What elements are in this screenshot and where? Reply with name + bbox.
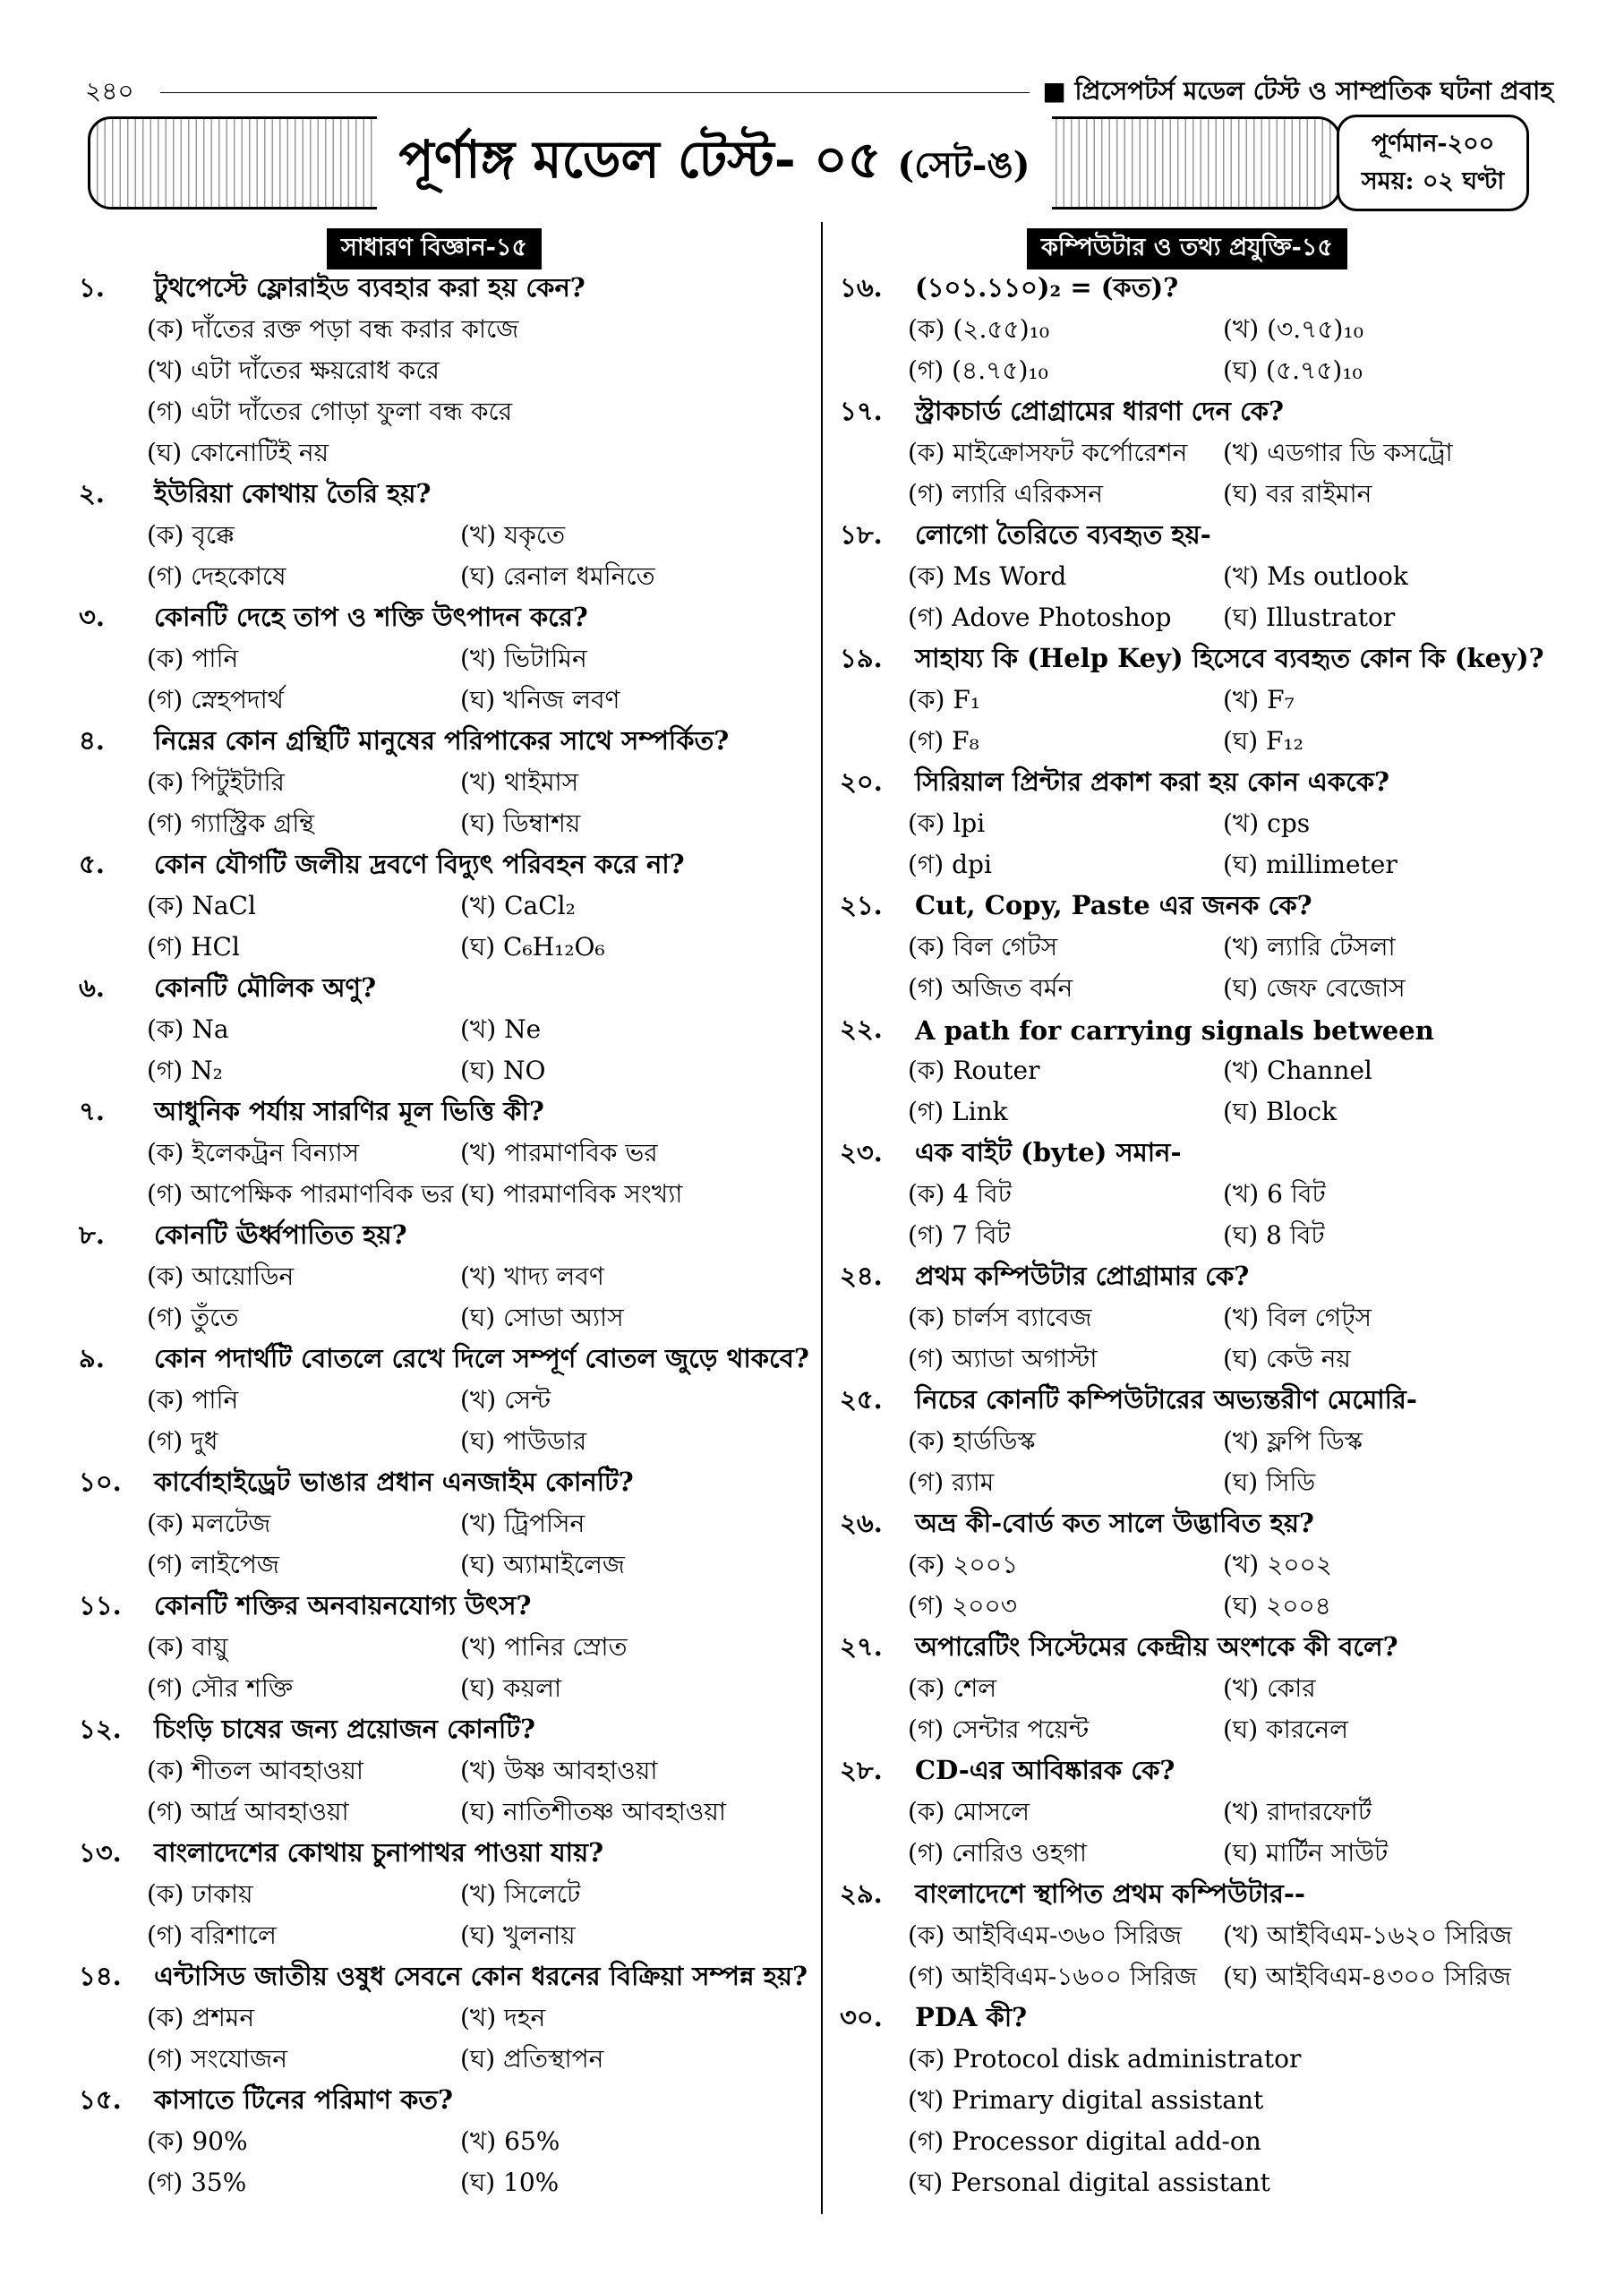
- question-item: [840, 1504, 1556, 1628]
- option: (গ) Link: [908, 1096, 1008, 1126]
- book-title: ■ প্রিসেপটর্স মডেল টেস্ট ও সাম্প্রতিক ঘটনা প্রবাহ: [1042, 75, 1553, 106]
- option: (খ) ভিটামিন: [460, 643, 587, 673]
- question-item: [840, 392, 1556, 516]
- option: (গ) F₈: [908, 725, 979, 756]
- options-group: [79, 1010, 813, 1092]
- question-item: [79, 475, 813, 598]
- options-group: [79, 886, 813, 969]
- question-line: [840, 1751, 1556, 1792]
- question-text: CD-এর আবিষ্কারক কে?: [915, 1754, 1175, 1785]
- option: (ঘ) রেনাল ধমনিতে: [460, 560, 655, 591]
- question-line: [840, 392, 1556, 433]
- question-line: [79, 2081, 813, 2122]
- option: (ক) 90%: [147, 2125, 248, 2156]
- option: (খ) 6 বিট: [1223, 1178, 1326, 1209]
- question-number: ২৬.: [840, 1507, 883, 1538]
- question-line: [79, 598, 813, 639]
- option: (ঘ) Personal digital assistant: [908, 2167, 1270, 2197]
- option: (ঘ) (৫.৭৫)₁₀: [1223, 355, 1363, 385]
- question-number: ৬.: [79, 971, 105, 1003]
- question-number: ২৩.: [840, 1136, 883, 1167]
- option: (খ) থাইমাস: [460, 766, 579, 797]
- option: (ঘ) কয়লা: [460, 1672, 562, 1703]
- option: (ঘ) অ্যামাইলেজ: [460, 1549, 625, 1579]
- question-number: ১৬.: [840, 271, 883, 303]
- question-line: [79, 475, 813, 516]
- options-group: [840, 1051, 1556, 1133]
- question-line: [840, 886, 1556, 928]
- option: (গ) নোরিও ওহগা: [908, 1837, 1088, 1868]
- question-line: [79, 1957, 813, 1998]
- option: (ক) বিল গেটস: [908, 931, 1058, 962]
- options-group: [840, 433, 1556, 516]
- question-item: [840, 269, 1556, 392]
- page-number: ২৪০: [85, 75, 134, 106]
- question-item: [79, 722, 813, 845]
- option: (ঘ) কোনোটিই নয়: [147, 437, 329, 467]
- option: (ক) দাঁতের রক্ত পড়া বন্ধ করার কাজে: [147, 313, 519, 344]
- option: (ঘ) 8 বিট: [1223, 1219, 1325, 1250]
- option: (গ) স্নেহপদার্থ: [147, 684, 284, 714]
- options-group: [79, 639, 813, 722]
- question-line: [840, 1257, 1556, 1298]
- option: (ক) আইবিএম-৩৬০ সিরিজ: [908, 1920, 1182, 1950]
- option: (খ) Ms outlook: [1223, 560, 1408, 591]
- option: (ক) পিটুইটারি: [147, 766, 285, 797]
- question-number: ১০.: [79, 1466, 122, 1497]
- option: (খ) যকৃতে: [460, 519, 566, 550]
- question-number: ৭.: [79, 1095, 105, 1126]
- question-line: [840, 1010, 1556, 1051]
- question-number: ৩.: [79, 601, 105, 632]
- science-questions-column: [79, 269, 813, 2204]
- question-line: [840, 1504, 1556, 1545]
- option: (ঘ) বর রাইমান: [1223, 478, 1372, 509]
- marks-box: [1337, 115, 1529, 211]
- options-group: [840, 310, 1556, 392]
- question-text: এন্টাসিড জাতীয় ওষুধ সেবনে কোন ধরনের বিক্রিয়া সম্পন্ন হয়?: [154, 1960, 808, 1991]
- option: (ক) বৃক্কে: [147, 519, 235, 550]
- option: (গ) বরিশালে: [147, 1920, 277, 1950]
- question-text: বাংলাদেশে স্থাপিত প্রথম কম্পিউটার--: [915, 1877, 1305, 1909]
- question-number: ১৭.: [840, 395, 883, 426]
- question-text: লোগো তৈরিতে ব্যবহৃত হয়-: [915, 518, 1211, 550]
- option: (খ) Channel: [1223, 1055, 1372, 1085]
- question-item: [79, 1957, 813, 2081]
- option: (খ) F₇: [1223, 684, 1295, 714]
- option: (ক) আয়োডিন: [147, 1261, 295, 1291]
- option: (গ) ২০০৩: [908, 1590, 1017, 1621]
- question-number: ১৫.: [79, 2083, 122, 2115]
- question-item: [840, 763, 1556, 886]
- question-item: [79, 1710, 813, 1834]
- option: (ঘ) NO: [460, 1055, 546, 1085]
- section-heading-computer: কম্পিউটার ও তথ্য প্রযুক্তি-১৫: [1027, 228, 1347, 269]
- option: (গ) (৪.৭৫)₁₀: [908, 355, 1048, 385]
- options-group: [79, 1751, 813, 1834]
- options-group: [79, 1381, 813, 1463]
- option: (ক) Na: [147, 1013, 229, 1044]
- question-text: (১০১.১১০)₂ = (কত)?: [915, 271, 1179, 303]
- option: (খ) ট্রিপসিন: [460, 1508, 585, 1538]
- options-group: [79, 516, 813, 598]
- option: (গ) N₂: [147, 1055, 223, 1085]
- option: (খ) এডগার ডি কসট্রো: [1223, 437, 1453, 467]
- option: (ক) ইলেকট্রন বিন্যাস: [147, 1137, 360, 1167]
- option: (খ) CaCl₂: [460, 890, 576, 920]
- options-group: [79, 1504, 813, 1586]
- options-group: [840, 804, 1556, 886]
- option: (ঘ) নাতিশীতষ্ণ আবহাওয়া: [460, 1796, 727, 1826]
- option: (গ) দুধ: [147, 1425, 218, 1456]
- option: (ক) মাইক্রোসফট কর্পোরেশন: [908, 437, 1188, 467]
- options-group: [840, 1175, 1556, 1257]
- option: (গ) তুঁতে: [147, 1302, 239, 1332]
- option: (গ) Adove Photoshop: [908, 602, 1172, 632]
- question-number: ২.: [79, 477, 105, 509]
- options-group: [840, 557, 1556, 639]
- question-number: ৫.: [79, 848, 105, 879]
- option: (গ) আইবিএম-১৬০০ সিরিজ: [908, 1961, 1197, 1991]
- option: (ঘ) ডিম্বাশয়: [460, 808, 581, 838]
- option: (গ) 35%: [147, 2167, 247, 2197]
- question-text: আধুনিক পর্যায় সারণির মূল ভিত্তি কী?: [154, 1095, 544, 1126]
- question-text: কোনটি দেহে তাপ ও শক্তি উৎপাদন করে?: [154, 601, 588, 632]
- options-group: [840, 1422, 1556, 1504]
- option: (গ) র‍্যাম: [908, 1467, 995, 1497]
- question-text: অভ্র কী-বোর্ড কত সালে উদ্ভাবিত হয়?: [915, 1507, 1314, 1538]
- question-line: [79, 1092, 813, 1133]
- section-heading-science: সাধারণ বিজ্ঞান-১৫: [327, 228, 542, 269]
- question-item: [79, 2081, 813, 2204]
- option: (গ) অজিত বর্মন: [908, 972, 1073, 1003]
- question-item: [79, 845, 813, 969]
- question-text: A path for carrying signals between: [915, 1015, 1434, 1046]
- option: (খ) ফ্লপি ডিস্ক: [1223, 1425, 1363, 1456]
- option: (ক) ২০০১: [908, 1549, 1019, 1579]
- question-line: [79, 1216, 813, 1257]
- question-line: [840, 763, 1556, 804]
- question-line: [840, 1875, 1556, 1916]
- option: (ঘ) মার্টিন সাউট: [1223, 1837, 1389, 1868]
- question-number: ২৯.: [840, 1877, 883, 1909]
- question-item: [840, 1751, 1556, 1875]
- question-line: [840, 1133, 1556, 1175]
- option: (খ) বিল গেট্স: [1223, 1302, 1372, 1332]
- option: (ঘ) সিডি: [1223, 1467, 1316, 1497]
- question-text: অপারেটিং সিস্টেমের কেন্দ্রীয় অংশকে কী বলে?: [915, 1630, 1398, 1662]
- question-line: [79, 969, 813, 1010]
- question-text: প্রথম কম্পিউটার প্রোগ্রামার কে?: [915, 1260, 1250, 1291]
- option: (খ) ২০০২: [1223, 1549, 1332, 1579]
- option: (ক) Protocol disk administrator: [908, 2043, 1302, 2074]
- options-group: [840, 680, 1556, 763]
- question-number: ১৪.: [79, 1960, 122, 1991]
- option: (খ) রাদারফোর্ট: [1223, 1796, 1372, 1826]
- question-text: বাংলাদেশের কোথায় চুনাপাথর পাওয়া যায়?: [154, 1836, 604, 1868]
- option: (গ) সৌর শক্তি: [147, 1672, 294, 1703]
- option: (খ) সেন্ট: [460, 1384, 551, 1415]
- option: (খ) কোর: [1223, 1672, 1316, 1703]
- option: (ঘ) কারনেল: [1223, 1714, 1348, 1744]
- option: (ক) ঢাকায়: [147, 1878, 253, 1909]
- option: (গ) দেহকোষে: [147, 560, 286, 591]
- options-group: [840, 2040, 1556, 2204]
- question-item: [840, 1875, 1556, 1998]
- option: (খ) দহন: [460, 2002, 546, 2032]
- title-inner: [377, 115, 1051, 212]
- question-text: নিচের কোনটি কম্পিউটারের অভ্যন্তরীণ মেমোরি-: [915, 1383, 1417, 1415]
- question-text: সাহায্য কি (Help Key) হিসেবে ব্যবহৃত কোন কি (key)?: [915, 642, 1544, 673]
- option: (খ) ল্যারি টেসলা: [1223, 931, 1396, 962]
- question-text: সিরিয়াল প্রিন্টার প্রকাশ করা হয় কোন এককে?: [915, 765, 1390, 797]
- question-item: [79, 1586, 813, 1710]
- option: (ক) (২.৫৫)₁₀: [908, 313, 1050, 344]
- question-item: [840, 1257, 1556, 1381]
- option: (ঘ) C₆H₁₂O₆: [460, 931, 605, 962]
- question-line: [840, 1381, 1556, 1422]
- options-group: [840, 1298, 1556, 1381]
- options-group: [840, 1545, 1556, 1628]
- question-text: ইউরিয়া কোথায় তৈরি হয়?: [154, 477, 432, 509]
- option: (ঘ) কেউ নয়: [1223, 1343, 1351, 1373]
- question-number: ১.: [79, 271, 105, 303]
- question-text: কোনটি মৌলিক অণু?: [154, 971, 377, 1003]
- option: (ঘ) আইবিএম-৪৩০০ সিরিজ: [1223, 1961, 1511, 1991]
- question-line: [840, 639, 1556, 680]
- option: (ঘ) জেফ বেজোস: [1223, 972, 1406, 1003]
- option: (গ) গ্যাস্ট্রিক গ্রন্থি: [147, 808, 314, 838]
- title-banner: [88, 116, 1341, 210]
- option: (খ) এটা দাঁতের ক্ষয়রোধ করে: [147, 355, 440, 385]
- full-marks: পূর্ণমান-২০০: [1371, 130, 1495, 158]
- question-text: Cut, Copy, Paste এর জনক কে?: [915, 889, 1312, 920]
- option: (খ) (৩.৭৫)₁₀: [1223, 313, 1363, 344]
- question-number: ১৯.: [840, 642, 883, 673]
- question-text: কোন পদার্থটি বোতলে রেখে দিলে সম্পূর্ণ বোতল জুড়ে থাকবে?: [154, 1342, 809, 1373]
- option: (গ) ল্যারি এরিকসন: [908, 478, 1104, 509]
- option: (ঘ) Block: [1223, 1096, 1338, 1126]
- question-line: [79, 1339, 813, 1381]
- question-item: [840, 886, 1556, 1010]
- option: (ক) Router: [908, 1055, 1040, 1085]
- option: (গ) অ্যাডা অগাস্টা: [908, 1343, 1098, 1373]
- question-item: [79, 1339, 813, 1463]
- options-group: [79, 1628, 813, 1710]
- question-text: স্ট্রাকচার্ড প্রোগ্রামের ধারণা দেন কে?: [915, 395, 1285, 426]
- option: (ঘ) খনিজ লবণ: [460, 684, 620, 714]
- question-text: কোনটি শক্তির অনবায়নযোগ্য উৎস?: [154, 1589, 532, 1621]
- option: (ক) F₁: [908, 684, 980, 714]
- question-number: ২৪.: [840, 1260, 883, 1291]
- question-item: [79, 1834, 813, 1957]
- question-number: ২২.: [840, 1013, 883, 1044]
- option: (গ) এটা দাঁতের গোড়া ফুলা বন্ধ করে: [147, 396, 513, 426]
- option: (ক) প্রশমন: [147, 2002, 255, 2032]
- page-title: পূর্ণাঙ্গ মডেল টেস্ট- ০৫: [398, 128, 882, 190]
- option: (গ) আর্দ্র আবহাওয়া: [147, 1796, 349, 1826]
- question-text: কোনটি ঊর্ধ্বপাতিত হয়?: [154, 1219, 407, 1250]
- question-line: [840, 269, 1556, 310]
- option: (ক) 4 বিট: [908, 1178, 1012, 1209]
- option: (গ) dpi: [908, 849, 992, 879]
- question-number: ২৮.: [840, 1754, 883, 1785]
- options-group: [79, 1257, 813, 1339]
- option: (ক) চার্লস ব্যাবেজ: [908, 1302, 1092, 1332]
- question-number: ৩০.: [840, 2001, 883, 2032]
- option: (খ) সিলেটে: [460, 1878, 581, 1909]
- question-item: [840, 516, 1556, 639]
- question-text: কার্বোহাইড্রেট ভাঙার প্রধান এনজাইম কোনটি?: [154, 1466, 634, 1497]
- options-group: [840, 928, 1556, 1010]
- option: (ক) পানি: [147, 643, 239, 673]
- question-line: [79, 269, 813, 310]
- option: (ক) মোসলে: [908, 1796, 1030, 1826]
- option: (গ) HCl: [147, 931, 240, 962]
- option: (গ) লাইপেজ: [147, 1549, 279, 1579]
- option: (খ) পারমাণবিক ভর: [460, 1137, 658, 1167]
- question-line: [79, 845, 813, 886]
- question-line: [79, 722, 813, 763]
- option: (খ) 65%: [460, 2125, 560, 2156]
- options-group: [79, 1998, 813, 2081]
- option: (খ) Primary digital assistant: [908, 2084, 1264, 2115]
- option: (ঘ) খুলনায়: [460, 1920, 576, 1950]
- option: (ঘ) F₁₂: [1223, 725, 1303, 756]
- option: (ঘ) millimeter: [1223, 849, 1397, 879]
- option: (ঘ) পাউডার: [460, 1425, 587, 1456]
- question-item: [840, 1998, 1556, 2204]
- option: (ক) Ms Word: [908, 560, 1067, 591]
- options-group: [840, 1669, 1556, 1751]
- options-group: [79, 763, 813, 845]
- option: (ক) পানি: [147, 1384, 239, 1415]
- question-number: ২১.: [840, 889, 883, 920]
- option: (খ) Ne: [460, 1013, 542, 1044]
- question-item: [79, 598, 813, 722]
- question-item: [79, 969, 813, 1092]
- option: (ক) শীতল আবহাওয়া: [147, 1755, 363, 1785]
- option: (ক) শেল: [908, 1672, 997, 1703]
- question-item: [840, 1628, 1556, 1751]
- options-group: [79, 310, 813, 475]
- question-number: ৯.: [79, 1342, 105, 1373]
- question-line: [79, 1834, 813, 1875]
- option: (ঘ) ২০০৪: [1223, 1590, 1331, 1621]
- question-text: চিংড়ি চাষের জন্য প্রয়োজন কোনটি?: [154, 1713, 536, 1744]
- question-text: PDA কী?: [915, 2001, 1028, 2032]
- option: (ক) NaCl: [147, 890, 256, 920]
- option: (খ) পানির স্রোত: [460, 1631, 628, 1662]
- question-line: [79, 1586, 813, 1628]
- option: (ক) মলটেজ: [147, 1508, 271, 1538]
- question-item: [840, 1010, 1556, 1133]
- options-group: [840, 1916, 1556, 1998]
- option: (খ) আইবিএম-১৬২০ সিরিজ: [1223, 1920, 1512, 1950]
- question-item: [79, 269, 813, 475]
- option: (ঘ) 10%: [460, 2167, 560, 2197]
- option: (গ) 7 বিট: [908, 1219, 1011, 1250]
- question-number: ১৮.: [840, 518, 883, 550]
- running-header: [85, 74, 1553, 110]
- question-line: [79, 1463, 813, 1504]
- question-text: নিম্নের কোন গ্রন্থিটি মানুষের পরিপাকের সাথে সম্পর্কিত?: [154, 724, 730, 756]
- option: (গ) সেন্টার পয়েন্ট: [908, 1714, 1090, 1744]
- option: (গ) সংযোজন: [147, 2043, 287, 2074]
- question-number: ১২.: [79, 1713, 122, 1744]
- options-group: [79, 1133, 813, 1216]
- question-number: ১১.: [79, 1589, 122, 1621]
- question-number: ২৭.: [840, 1630, 883, 1662]
- question-number: ১৩.: [79, 1836, 122, 1868]
- option: (খ) উষ্ণ আবহাওয়া: [460, 1755, 658, 1785]
- question-line: [79, 1710, 813, 1751]
- question-text: টুথপেস্টে ফ্লোরাইড ব্যবহার করা হয় কেন?: [154, 271, 585, 303]
- option: (ঘ) Illustrator: [1223, 602, 1396, 632]
- question-line: [840, 1998, 1556, 2040]
- option: (গ) Processor digital add-on: [908, 2125, 1261, 2156]
- question-text: কাসাতে টিনের পরিমাণ কত?: [154, 2083, 454, 2115]
- option: (ক) lpi: [908, 808, 986, 838]
- question-text: এক বাইট (byte) সমান-: [915, 1136, 1182, 1167]
- question-number: ৪.: [79, 724, 105, 756]
- question-text: কোন যৌগটি জলীয় দ্রবণে বিদ্যুৎ পরিবহন করে না?: [154, 848, 685, 879]
- column-divider: [821, 222, 823, 2214]
- question-item: [79, 1216, 813, 1339]
- option: (খ) খাদ্য লবণ: [460, 1261, 604, 1291]
- header-rule: [160, 92, 1030, 93]
- question-item: [840, 1133, 1556, 1257]
- set-label: (সেট-ঙ): [897, 143, 1030, 186]
- option: (ঘ) সোডা অ্যাস: [460, 1302, 624, 1332]
- question-item: [79, 1463, 813, 1586]
- option: (গ) আপেক্ষিক পারমাণবিক ভর: [147, 1178, 454, 1209]
- question-item: [840, 639, 1556, 763]
- question-number: ২০.: [840, 765, 883, 797]
- option: (ঘ) পারমাণবিক সংখ্যা: [460, 1178, 683, 1209]
- options-group: [79, 1875, 813, 1957]
- options-group: [840, 1792, 1556, 1875]
- question-number: ৮.: [79, 1219, 105, 1250]
- question-item: [840, 1381, 1556, 1504]
- question-item: [79, 1092, 813, 1216]
- question-line: [840, 1628, 1556, 1669]
- option: (খ) cps: [1223, 808, 1311, 838]
- options-group: [79, 2122, 813, 2204]
- computer-questions-column: [840, 269, 1556, 2204]
- exam-time: সময়: ০২ ঘণ্টা: [1361, 167, 1505, 195]
- question-number: ২৫.: [840, 1383, 883, 1415]
- option: (ঘ) প্রতিস্থাপন: [460, 2043, 604, 2074]
- option: (ক) বায়ু: [147, 1631, 228, 1662]
- option: (ক) হার্ডডিস্ক: [908, 1425, 1036, 1456]
- question-line: [840, 516, 1556, 557]
